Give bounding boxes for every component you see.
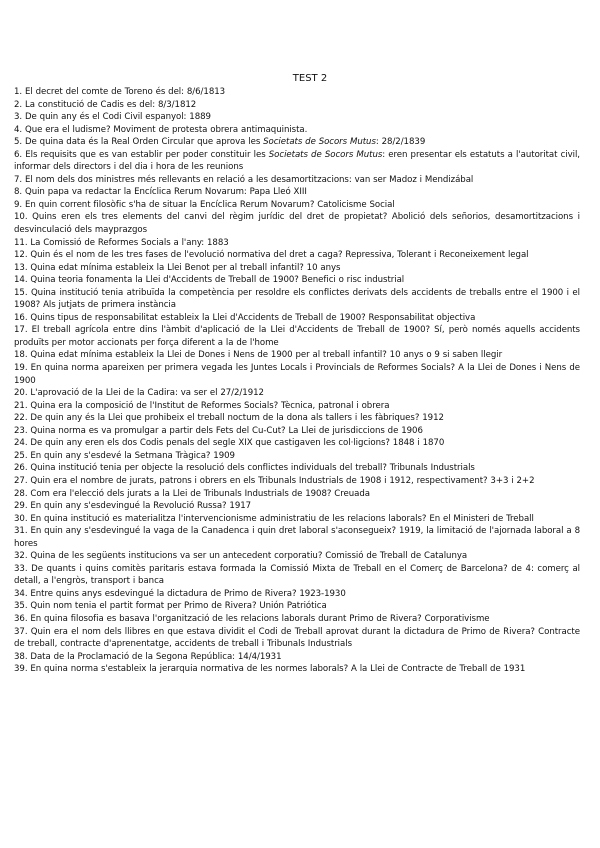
question-item: 4. Que era el ludisme? Moviment de protesta obrera antimaquinista. — [14, 124, 308, 135]
question-item: 33. De quants i quins comitès paritaris estava formada la Comissió Mixta de Treball en el Comerç de Barcelona? de 4: comerç al detall, a l'engròs, transport i banca — [14, 563, 580, 587]
question-item: 20. L'aprovació de la Llei de la Cadira: va ser el 27/2/1912 — [14, 388, 264, 399]
question-item: 32. Quina de les següents institucions va ser un antecedent corporatiu? Comissió de Treball de Catalunya — [14, 551, 468, 562]
question-item: 24. De quin any eren els dos Codis penals del segle XIX que castigaven les col·ligcions? 1848 i 1870 — [14, 438, 445, 449]
question-item: 29. En quin any s'esdevingué la Revolució Russa? 1917 — [14, 501, 252, 512]
question-item: 12. Quin és el nom de les tres fases de l'evolució normativa del dret a caga? Repressiva, Tolerant i Reconeixement legal — [14, 250, 529, 261]
question-item: 25. En quin any s'esdevé la Setmana Tràgica? 1909 — [14, 450, 235, 461]
question-item: 2. La constitució de Cadis es del: 8/3/1812 — [14, 99, 197, 110]
question-item: 35. Quin nom tenia el partit format per Primo de Rivera? Unión Patriótica — [14, 601, 327, 612]
question-item: 36. En quina filosofia es basava l'organització de les relacions laborals durant Primo de Rivera? Corporativisme — [14, 613, 490, 624]
question-item: 27. Quin era el nombre de jurats, patrons i obrers en els Tribunals Industrials de 1908 i 1912, respectivament? 3+3 i 2+2 — [14, 475, 535, 486]
question-item: 16. Quins tipus de responsabilitat estableix la Llei d'Accidents de Treball de 1900? Responsabilitat objectiva — [14, 312, 476, 323]
question-item: 7. El nom dels dos ministres més rellevants en relació a les desamortitzacions: van ser Madoz i Mendizábal — [14, 174, 474, 185]
question-item: 15. Quina institució tenia atribuïda la competència per resoldre els conflictes derivats dels accidents de treballs entre el 1900 i el 1908? Als jutjats de primera instància — [14, 287, 580, 311]
question-list — [14, 86, 580, 676]
question-item: 1. El decret del comte de Toreno és del: 8/6/1813 — [14, 87, 226, 97]
question-item: 11. La Comissió de Reformes Socials a l'any: 1883 — [14, 237, 229, 248]
question-item: 34. Entre quins anys esdevingué la dictadura de Primo de Rivera? 1923-1930 — [14, 588, 346, 599]
question-item: 3. De quin any és el Codi Civil espanyol: 1889 — [14, 112, 211, 123]
document-title: TEST 2 — [292, 73, 328, 84]
question-item: 31. En quin any s'esdevingué la vaga de la Canadenca i quin dret laboral s'aconsegueix? 1919, la limitació de l'ajornada laboral a 8 hores — [14, 526, 580, 549]
question-item: 6. Els requisits que es van establir per poder constituir les Societats de Socors Mutus: eren presentar els estatuts a l'autoritat civil, informar dels directors i del dia i hora de les reunions — [14, 149, 580, 173]
question-item: 22. De quin any és la Llei que prohibeix el treball noctum de la dona als tallers i les fàbriques? 1912 — [14, 413, 444, 424]
question-item: 14. Quina teoria fonamenta la Llei d'Accidents de Treball de 1900? Benefici o risc industrial — [14, 275, 405, 286]
question-item: 38. Data de la Proclamació de la Segona República: 14/4/1931 — [14, 651, 282, 662]
question-item: 8. Quin papa va redactar la Encíclica Rerum Novarum: Papa Lleó XIII — [14, 187, 307, 198]
question-item: 26. Quina institució tenia per objecte la resolució dels conflictes individuals del treball? Tribunals Industrials — [14, 463, 475, 474]
question-item: 18. Quina edat mínima estableix la Llei de Dones i Nens de 1900 per al treball infantil? 10 anys o 9 si saben llegir — [14, 350, 503, 361]
question-item: 23. Quina norma es va promulgar a partir dels Fets del Cu-Cut? La Llei de jurisdiccions de 1906 — [14, 425, 423, 436]
question-item: 19. En quina norma apareixen per primera vegada les Juntes Locals i Provincials de Reformes Socials? A la Llei de Dones i Nens de 1900 — [14, 363, 580, 386]
question-item: 28. Com era l'elecció dels jurats a la Llei de Tribunals Industrials de 1908? Creuada — [14, 488, 370, 499]
question-item: 37. Quin era el nom dels llibres en que estava dividit el Codi de Treball aprovat durant la dictadura de Primo de Rivera? Contracte de treball, contracte d'aprenentatge, accidents de treball i Tribunals Industrials — [14, 626, 580, 650]
question-item: 9. En quin corrent filosòfic s'ha de situar la Encíclica Rerum Novarum? Catolicisme Social — [14, 199, 395, 210]
question-item: 5. De quina data és la Real Orden Circular que aprova les Societats de Socors Mutus: 28/2/1839 — [14, 137, 426, 148]
question-item: 30. En quina institució es materialitza l'intervencionisme administratiu de les relacions laborals? En el Ministeri de Treball — [14, 513, 534, 524]
question-item: 10. Quins eren els tres elements del canvi del règim jurídic del dret de propietat? Abolició dels señorios, desamortitzacions i desvinculació dels mayprazgos — [14, 212, 580, 236]
question-item: 13. Quina edat mínima estableix la Llei Benot per al treball infantil? 10 anys — [14, 262, 341, 273]
question-item: 17. El treball agrícola entre dins l'àmbit d'aplicació de la Llei d'Accidents de Treball de 1900? Sí, però només aquells accidents produïts per motor accionats per força diferent a la de l'home — [14, 325, 580, 348]
question-item: 39. En quina norma s'estableix la jerarquia normativa de les normes laborals? A la Llei de Contracte de Treball de 1931 — [14, 664, 526, 675]
document-page — [14, 72, 580, 676]
question-item: 21. Quina era la composició de l'Institut de Reformes Socials? Tècnica, patronal i obrera — [14, 400, 390, 411]
